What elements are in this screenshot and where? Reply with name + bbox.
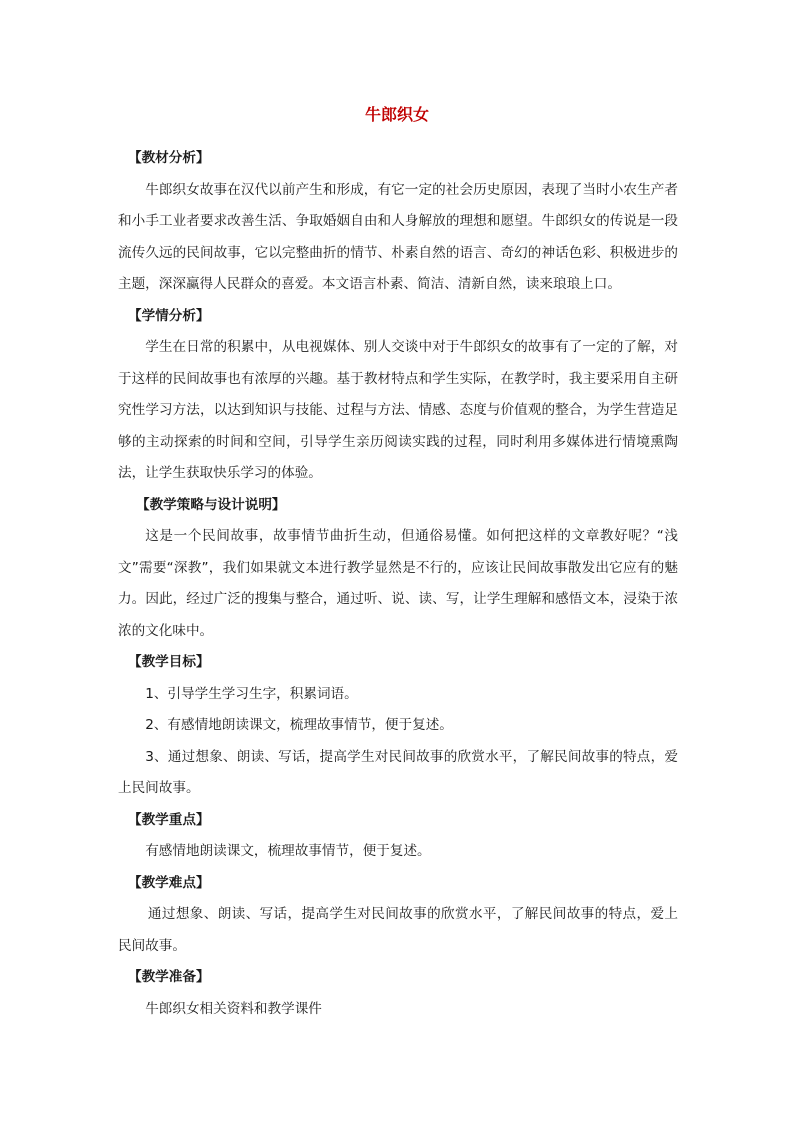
section-heading-key-points: 【教学重点】 [128, 811, 210, 828]
section-heading-difficulties: 【教学难点】 [128, 874, 210, 891]
section-heading-student-analysis: 【学情分析】 [128, 307, 210, 324]
strategy-paragraph: 这是一个民间故事，故事情节曲折生动，但通俗易懂。如何把这样的文章教好呢？“浅文”需要“深教”，我们如果就文本进行教学显然是不行的，应该让民间故事散发出它应有的魅力。因此，经过广泛的搜集与整合，通过听、说、读、写，让学生理解和感悟文本，浸染于浓浓的文化味中。 [118, 528, 678, 639]
document-body [118, 143, 678, 1025]
preparation-paragraph: 牛郎织女相关资料和教学课件 [145, 1000, 322, 1017]
student-analysis-paragraph: 学生在日常的积累中，从电视媒体、别人交谈中对于牛郎织女的故事有了一定的了解，对于这样的民间故事也有浓厚的兴趣。基于教材特点和学生实际，在教学时，我主要采用自主研究性学习方法，以达到知识与技能、过程与方法、情感、态度与价值观的整合，为学生营造足够的主动探索的时间和空间，引导学生亲历阅读实践的过程，同时利用多媒体进行情境熏陶法，让学生获取快乐学习的体验。 [118, 339, 678, 481]
section-heading-objectives: 【教学目标】 [128, 654, 210, 670]
document-title: 牛郎织女 [364, 105, 429, 124]
section-heading-material-analysis: 【教材分析】 [128, 150, 210, 166]
objective-item-1: 1、引导学生学习生字，积累词语。 [145, 685, 358, 702]
difficulties-paragraph: 通过想象、朗读、写话，提高学生对民间故事的欣赏水平，了解民间故事的特点，爱上民间故事。 [118, 906, 678, 954]
section-heading-strategy: 【教学策略与设计说明】 [136, 496, 286, 513]
objective-item-2: 2、有感情地朗读课文，梳理故事情节，便于复述。 [145, 717, 453, 733]
material-analysis-paragraph: 牛郎织女故事在汉代以前产生和形成，有它一定的社会历史原因，表现了当时小农生产者和小手工业者要求改善生活、争取婚姻自由和人身解放的理想和愿望。牛郎织女的传说是一段流传久远的民间故事，它以完整曲折的情节、朴素自然的语言、奇幻的神话色彩、积极进步的主题，深深赢得人民群众的喜爱。本文语言朴素、简洁、清新自然，读来琅琅上口。 [118, 181, 678, 292]
key-points-paragraph: 有感情地朗读课文，梳理故事情节，便于复述。 [145, 843, 431, 859]
objective-item-3: 3、通过想象、朗读、写话，提高学生对民间故事的欣赏水平，了解民间故事的特点，爱上民间故事。 [118, 748, 678, 796]
section-heading-preparation: 【教学准备】 [128, 969, 210, 985]
